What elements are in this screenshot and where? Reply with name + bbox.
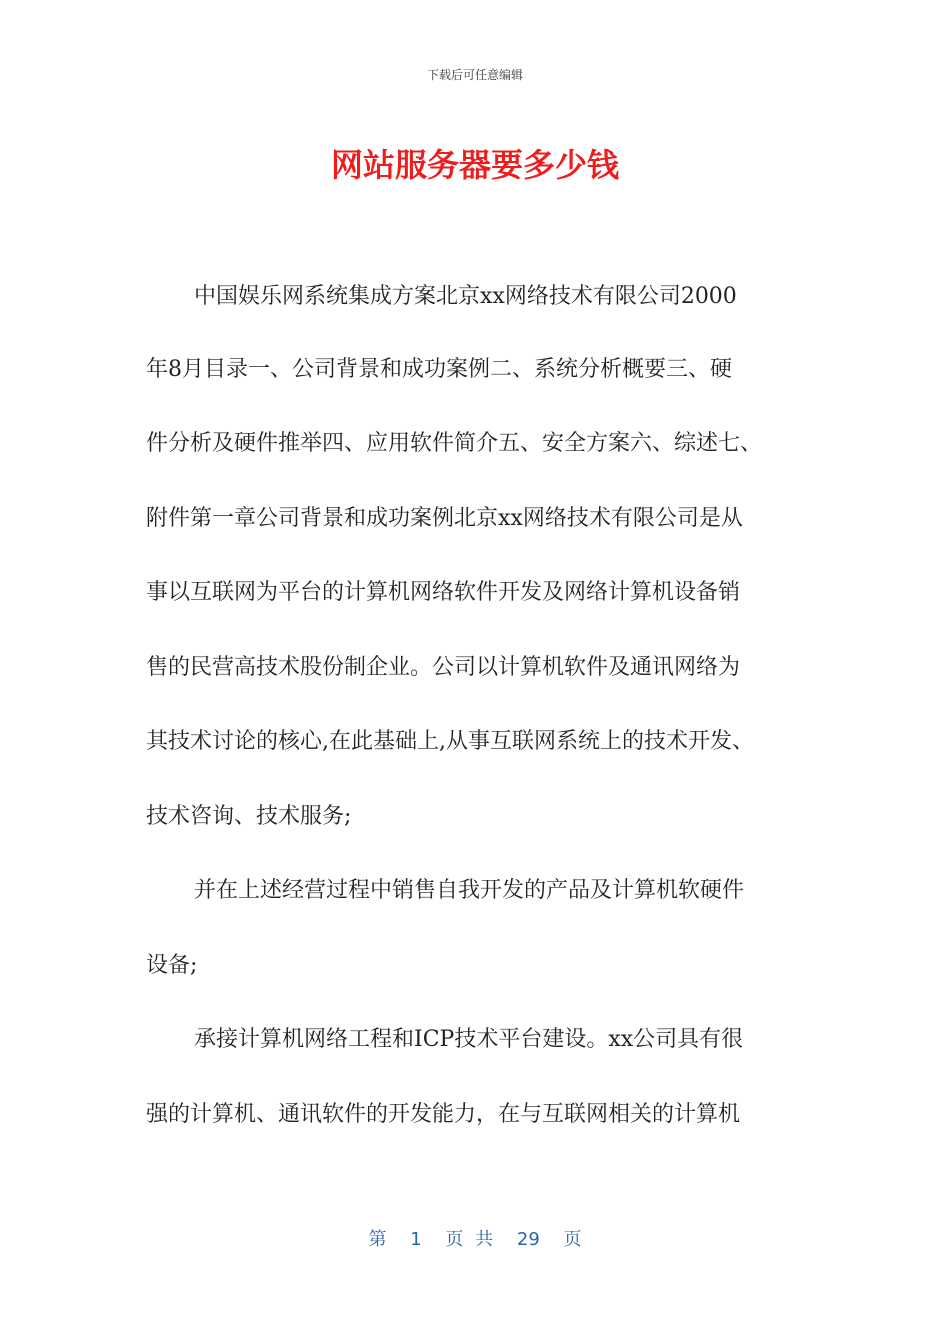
body-line: 并在上述经营过程中销售自我开发的产品及计算机软硬件 (194, 878, 745, 903)
body-line: 强的计算机、通讯软件的开发能力，在与互联网相关的计算机 (146, 1102, 741, 1127)
body-line: 事以互联网为平台的计算机网络软件开发及网络计算机设备销 (146, 580, 741, 605)
header-note: 下载后可任意编辑 (426, 68, 523, 82)
footer-page-number: 1 (410, 1229, 422, 1250)
body-line: 设备; (146, 953, 198, 978)
footer-suffix: 页 (563, 1229, 582, 1250)
body-line: 中国娱乐网系统集成方案北京xx网络技术有限公司2000 (194, 284, 737, 309)
body-line: 技术咨询、技术服务; (146, 804, 352, 829)
footer-middle: 页 共 (445, 1229, 494, 1250)
body-line: 附件第一章公司背景和成功案例北京xx网络技术有限公司是从 (146, 506, 743, 531)
body-line: 年8月目录一、公司背景和成功案例二、系统分析概要三、硬 (146, 357, 732, 382)
footer-total-pages: 29 (516, 1229, 540, 1250)
body-line: 其技术讨论的核心,在此基础上,从事互联网系统上的技术开发、 (146, 729, 754, 754)
body-line: 件分析及硬件推举四、应用软件简介五、安全方案六、综述七、 (146, 431, 763, 456)
body-line: 承接计算机网络工程和ICP技术平台建设。xx公司具有很 (194, 1027, 744, 1052)
footer-prefix: 第 (368, 1229, 387, 1250)
document-title: 网站服务器要多少钱 (330, 146, 619, 184)
page-footer (0, 1226, 950, 1254)
body-line: 售的民营高技术股份制企业。公司以计算机软件及通讯网络为 (146, 655, 741, 680)
